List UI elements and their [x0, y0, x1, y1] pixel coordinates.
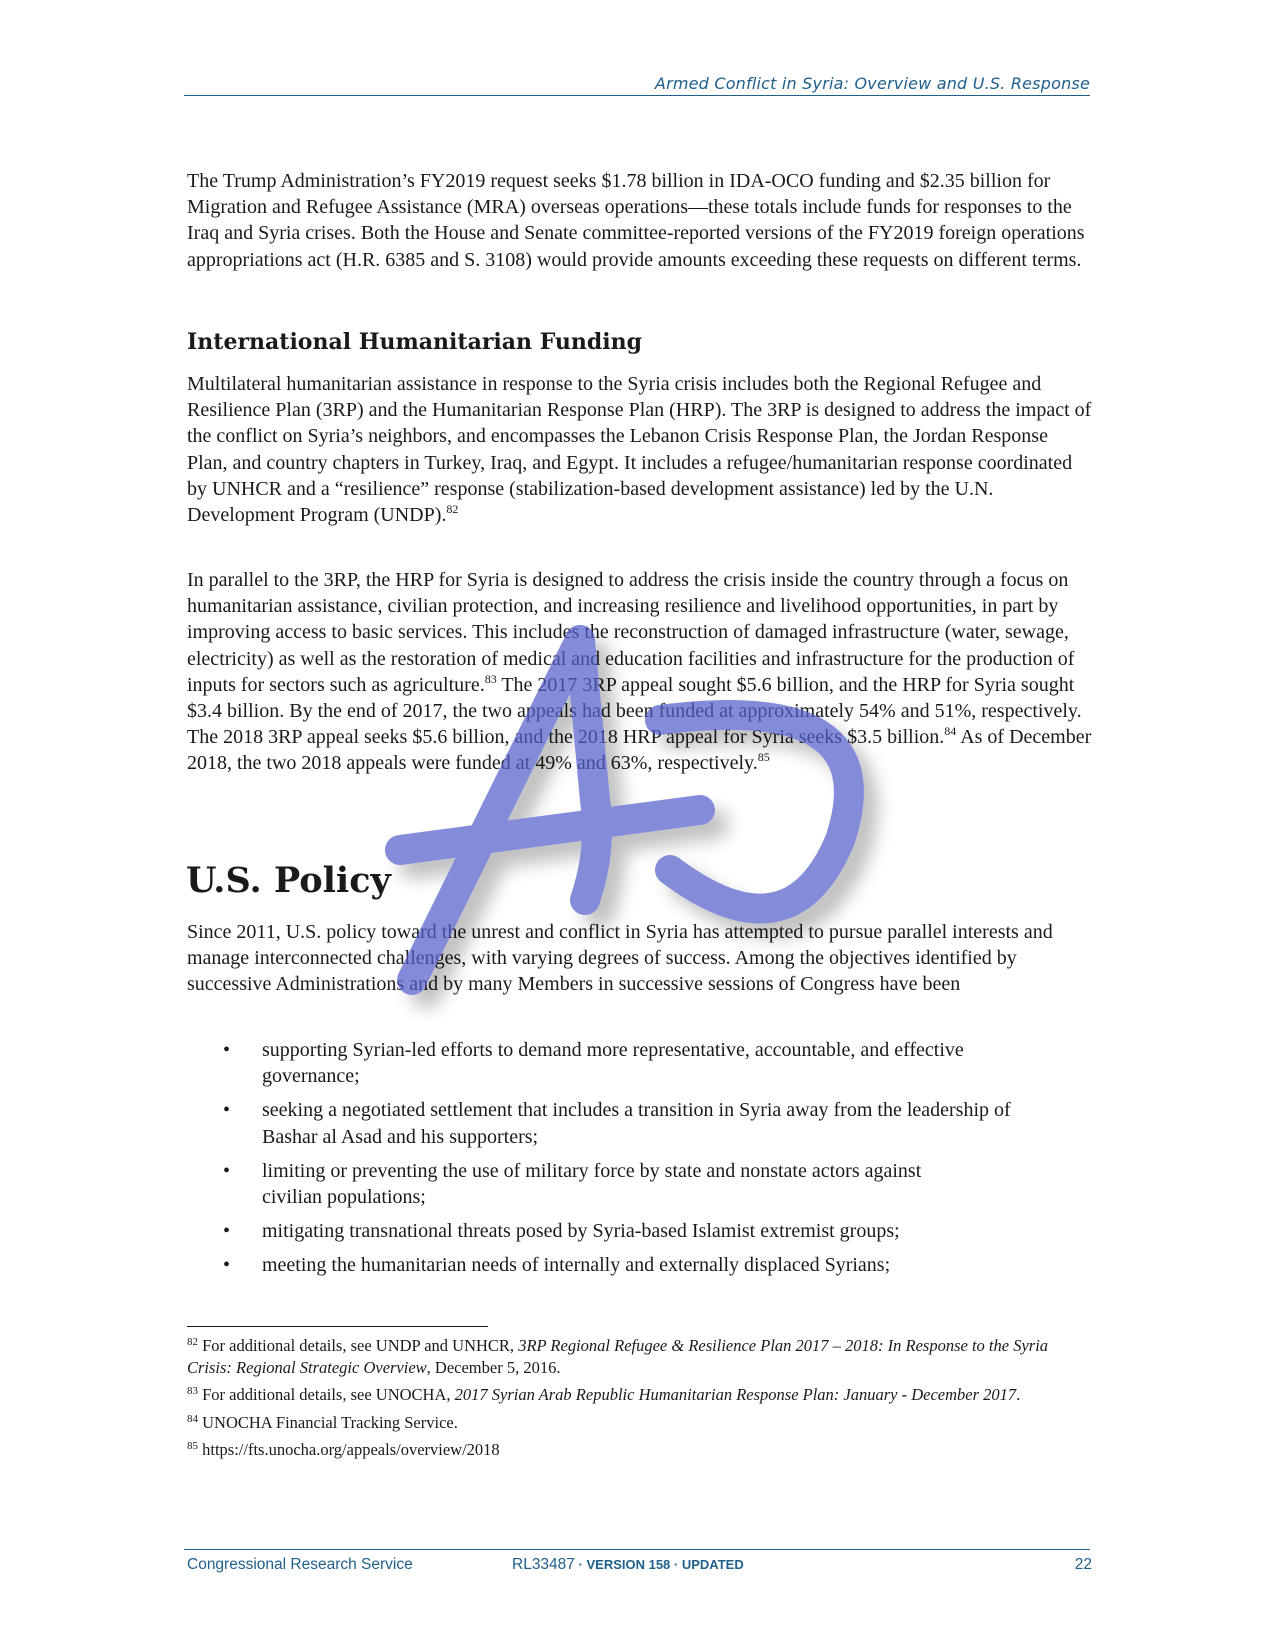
list-item: • seeking a negotiated settlement that includes a transition in Syria away from the leadership of Bashar al Asad and his supporters; [187, 1097, 1012, 1149]
header-rule [184, 95, 1090, 96]
paragraph-text: Multilateral humanitarian assistance in response to the Syria crisis includes both the Regional Refugee and Resilience Plan (3RP) and the Humanitarian Response Plan (HRP). The 3RP is designed to address the impact of the conflict on Syria’s neighbors, and encompasses the Lebanon Crisis Response Plan, the Jordan Response Plan, and country chapters in Turkey, Iraq, and Egypt. It includes a refugee/humanitarian response coordinated by UNHCR and a “resilience” response (stabilization-based development assistance) led by the U.N. Development Program (UNDP). [187, 373, 1092, 527]
footnote-83 [187, 1384, 1082, 1406]
report-version: · VERSION 158 · UPDATED [574, 1557, 744, 1572]
footnote-number: 83 [187, 1385, 198, 1397]
running-header: Armed Conflict in Syria: Overview and U.S. Response [654, 74, 1090, 93]
footnote-number: 82 [187, 1336, 198, 1348]
report-number: RL33487 [512, 1556, 575, 1573]
section-heading-us-policy: U.S. Policy [186, 860, 391, 901]
footnote-separator [187, 1326, 488, 1327]
footnote-text: UNOCHA Financial Tracking Service. [202, 1412, 458, 1432]
footer-org: Congressional Research Service [187, 1556, 413, 1573]
paragraph-text: As of December 2018, the two 2018 appeals were funded at 49% and 63%, respectively. [187, 726, 1092, 775]
paragraph-text: The 2017 3RP appeal sought $5.6 billion, and the HRP for Syria sought $3.4 billion. By the end of 2017, the two appeals had been funded at approximately 54% and 51%, respectively. The 2018 3RP appeal seeks $5.6 billion, and the 2018 HRP appeal for Syria seeks $3.5 billion. [187, 673, 1082, 749]
intl-funding-paragraph-1 [187, 371, 1092, 528]
footer-report-id [512, 1556, 744, 1574]
footnote-85 [187, 1439, 1082, 1461]
policy-objectives-list [187, 1037, 1092, 1287]
intl-funding-paragraph-2 [187, 567, 1092, 777]
footnote-text: For additional details, see UNDP and UNHCR, [202, 1336, 519, 1355]
list-item: • limiting or preventing the use of military force by state and nonstate actors against civilian populations; [187, 1158, 962, 1210]
footnote-ref-84[interactable]: 84 [944, 724, 957, 739]
footnote-number: 84 [187, 1412, 198, 1425]
footnote-82 [187, 1335, 1082, 1378]
footnote-number: 85 [187, 1440, 198, 1452]
footnote-title: 3RP Regional Refugee & Resilience Plan 2017 – 2018: In Response to the Syria Crisis: Regional Strategic Overview [187, 1336, 1049, 1377]
footnote-ref-85[interactable]: 85 [757, 750, 770, 765]
page-number: 22 [1074, 1556, 1092, 1573]
footer-rule [184, 1549, 1090, 1550]
paragraph-text: In parallel to the 3RP, the HRP for Syria is designed to address the crisis inside the country through a focus on humanitarian assistance, civilian protection, and increasing resilience and livelihood opportunities, in part by improving access to basic services. This includes the reconstruction of damaged infrastructure (water, sewage, electricity) as well as the restoration of medical and education facilities and infrastructure for the production of inputs for sectors such as agriculture. [187, 569, 1075, 696]
watermark-stroke-cross [400, 810, 700, 850]
footnote-title: 2017 Syrian Arab Republic Humanitarian Response Plan: January - December 2017 [454, 1385, 1017, 1404]
list-item: • supporting Syrian-led efforts to demand more representative, accountable, and effective governance; [187, 1037, 1012, 1089]
intro-paragraph: The Trump Administration’s FY2019 request seeks $1.78 billion in IDA-OCO funding and $2.35 billion for Migration and Refugee Assistance (MRA) overseas operations—these totals include funds for responses to the Iraq and Syria crises. Both the House and Senate committee-reported versions of the FY2019 foreign operations appropriations act (H.R. 6385 and S. 3108) would provide amounts exceeding these requests on different terms. [187, 170, 1085, 271]
list-item: • meeting the humanitarian needs of internally and externally displaced Syrians; [187, 1252, 1012, 1278]
footnote-ref-83[interactable]: 83 [484, 671, 497, 686]
footnote-ref-82[interactable]: 82 [446, 502, 459, 517]
footnote-text: . [1016, 1385, 1021, 1404]
footnotes [187, 1335, 1082, 1467]
footnote-text: For additional details, see UNOCHA, [202, 1385, 455, 1404]
us-policy-paragraph: Since 2011, U.S. policy toward the unrest and conflict in Syria has attempted to pursue parallel interests and manage interconnected challenges, with varying degrees of success. Among the objectives identified by successive Administrations and by many Members in successive sessions of Congress have been [187, 921, 1053, 996]
footnote-text: , December 5, 2016. [426, 1357, 561, 1377]
section-heading-intl-funding: International Humanitarian Funding [187, 329, 643, 355]
list-item: • mitigating transnational threats posed by Syria-based Islamist extremist groups; [187, 1218, 1012, 1244]
footnote-link[interactable]: https://fts.unocha.org/appeals/overview/2018 [202, 1440, 500, 1459]
footnote-84 [187, 1412, 1082, 1434]
